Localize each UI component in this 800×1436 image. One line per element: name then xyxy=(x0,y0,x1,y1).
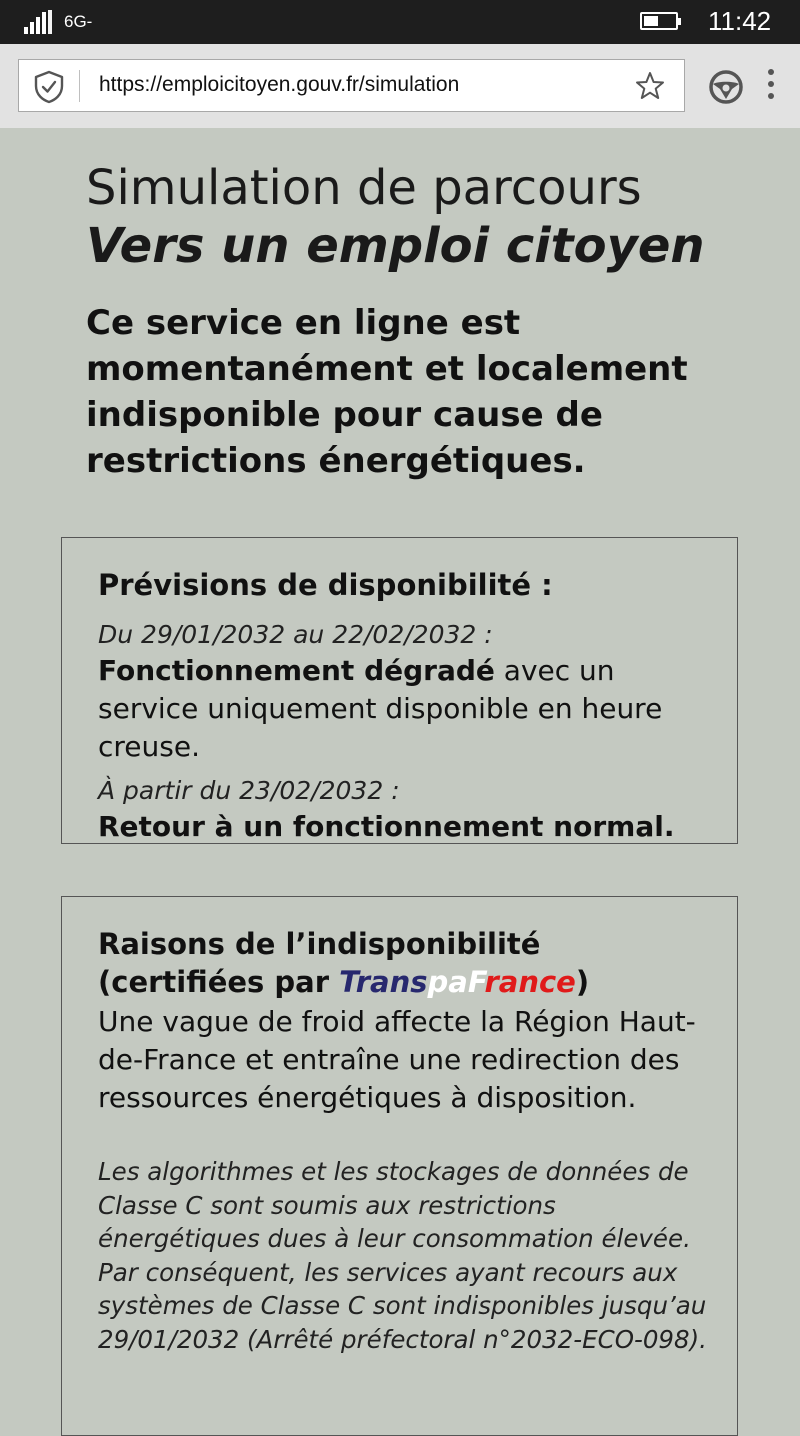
period1-status: Fonctionnement dégradé xyxy=(98,654,495,687)
brand-transpafrance-part1: Trans xyxy=(339,965,428,999)
reasons-heading: Raisons de l’indisponibilité xyxy=(98,927,541,961)
period1-description xyxy=(98,652,718,766)
reasons-panel xyxy=(61,896,738,1436)
brand-transpafrance-part3: rance xyxy=(484,965,576,999)
steering-wheel-icon[interactable] xyxy=(708,69,744,105)
availability-heading: Prévisions de disponibilité : xyxy=(98,568,553,602)
url-text[interactable]: https://emploicitoyen.gouv.fr/simulation xyxy=(99,73,460,96)
address-divider xyxy=(79,70,80,102)
period1-label: Du 29/01/2032 au 22/02/2032 : xyxy=(98,620,493,649)
reasons-body: Une vague de froid affecte la Région Haut-de-France et entraîne une redirection des ressources énergétiques à disposition. xyxy=(98,1005,696,1114)
period2-status: Retour à un fonctionnement normal. xyxy=(98,810,675,843)
battery-icon xyxy=(640,12,680,32)
network-type: 6G- xyxy=(64,12,93,31)
page-title: Simulation de parcours xyxy=(86,160,642,216)
period1-detail: avec un service uniquement disponible en heure creuse. xyxy=(98,654,663,763)
availability-panel xyxy=(61,537,738,844)
period2-label: À partir du 23/02/2032 : xyxy=(98,776,400,805)
unavailability-notice: Ce service en ligne est momentanément et localement indisponible pour cause de restrictions énergétiques. xyxy=(86,303,688,481)
page-subtitle: Vers un emploi citoyen xyxy=(86,218,705,274)
shield-check-icon[interactable] xyxy=(33,70,65,104)
reasons-note: Les algorithmes et les stockages de données de Classe C sont soumis aux restrictions énergétiques dues à leur consommation élevée. Par conséquent, les services ayant recours aux systèmes de Classe C sont indisponibles jusqu’au 29/01/2032 (Arrêté préfectoral n°2032-ECO-098). xyxy=(98,1157,707,1354)
clock: 11:42 xyxy=(708,6,772,36)
page-header xyxy=(86,160,766,484)
brand-transpafrance-part2: paF xyxy=(427,965,485,999)
signal-strength-icon xyxy=(24,10,52,34)
status-bar xyxy=(0,0,800,44)
certified-prefix: (certifiées par xyxy=(98,965,340,999)
more-vert-icon[interactable] xyxy=(766,69,776,105)
star-icon[interactable] xyxy=(634,70,666,102)
address-bar[interactable] xyxy=(18,59,685,112)
browser-toolbar xyxy=(0,44,800,128)
certified-suffix: ) xyxy=(575,965,590,999)
certification-line xyxy=(98,963,718,1001)
